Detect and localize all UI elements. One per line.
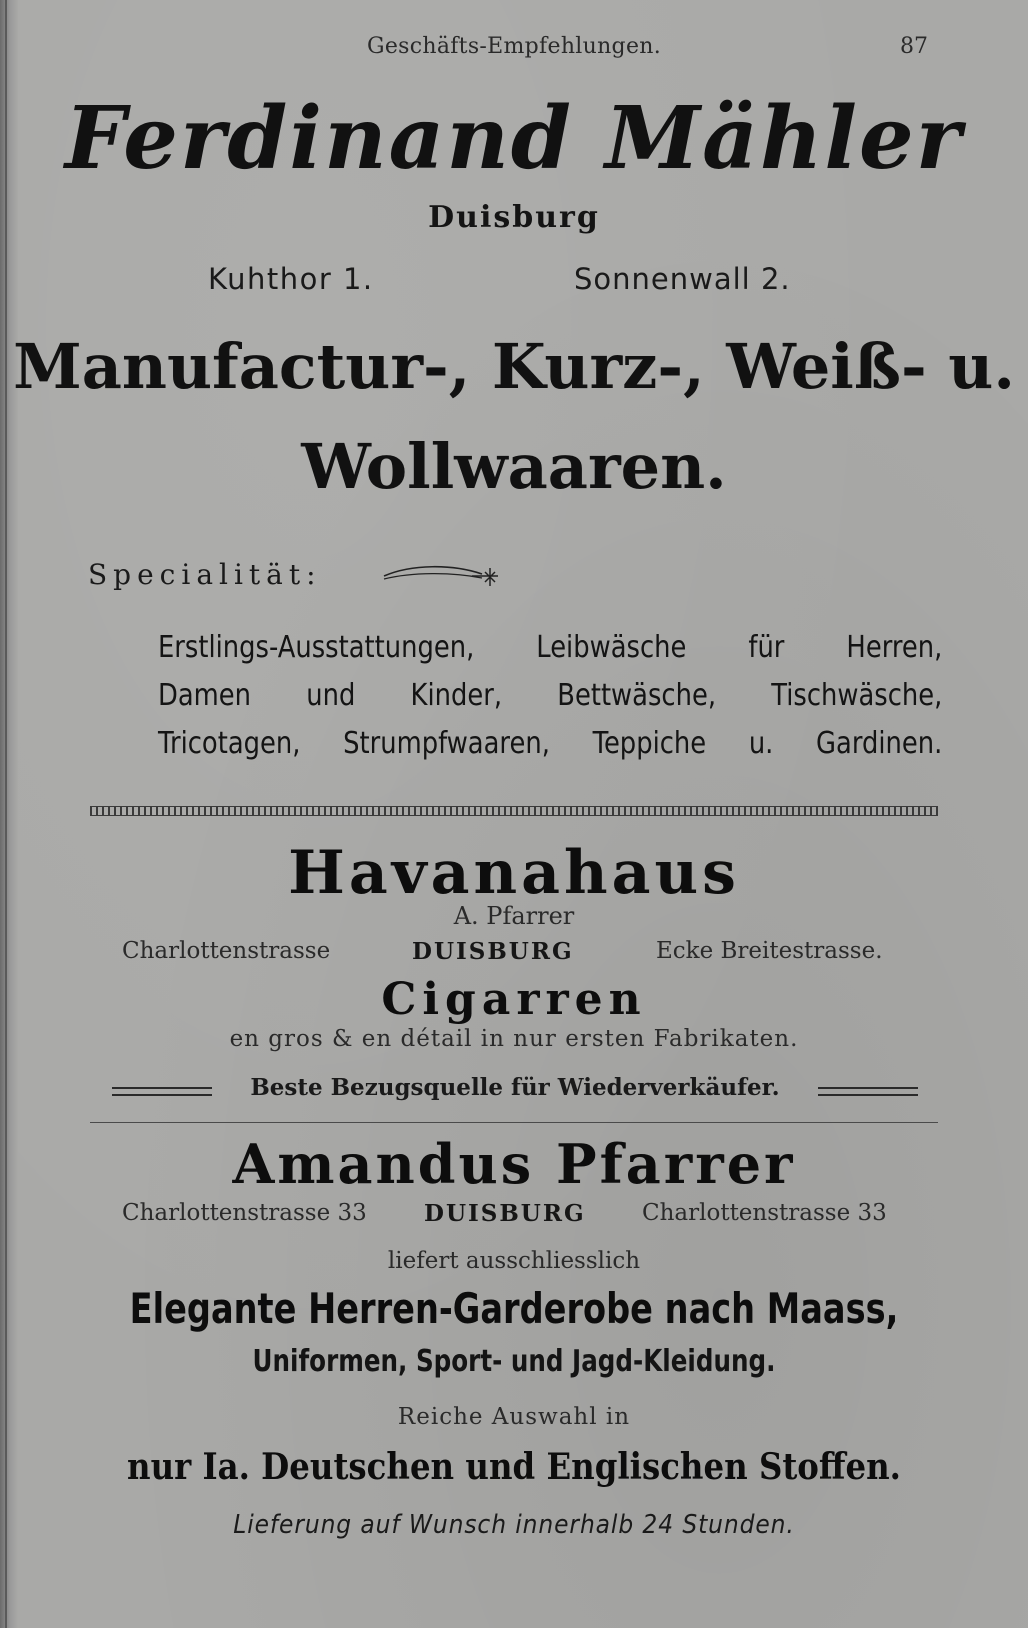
reseller-note: Beste Bezugsquelle für Wiederverkäufer. bbox=[250, 1074, 780, 1101]
specialty-label: Specialität: bbox=[88, 558, 322, 591]
firm-name: Amandus Pfarrer bbox=[232, 1132, 796, 1196]
dotted-divider bbox=[90, 806, 938, 816]
firm-name: Ferdinand Mähler bbox=[64, 88, 964, 189]
address-left: Kuhthor 1. bbox=[208, 262, 374, 296]
firm-name: Havanahaus bbox=[288, 838, 740, 908]
product-heading: Cigarren bbox=[381, 974, 647, 1025]
fabrics-line: nur Ia. Deutschen und Englischen Stoffen. bbox=[127, 1446, 901, 1488]
delivery-line: Lieferung auf Wunsch innerhalb 24 Stunden. bbox=[233, 1510, 795, 1540]
subheadline: Uniformen, Sport- und Jagd-Kleidung. bbox=[252, 1344, 776, 1379]
address-right: Ecke Breitestrasse. bbox=[656, 938, 883, 964]
specialty-line: Erstlings-Ausstattungen, Leibwäsche für Herren, bbox=[158, 630, 943, 665]
selection-line: Reiche Auswahl in bbox=[397, 1404, 631, 1430]
page-binding-edge bbox=[0, 0, 18, 1628]
double-rule-left bbox=[112, 1087, 212, 1096]
specialty-line: Tricotagen, Strumpfwaaren, Teppiche u. Gardinen. bbox=[158, 726, 943, 761]
firm-city: DUISBURG bbox=[424, 1200, 586, 1227]
flourish-ornament-icon bbox=[382, 560, 512, 590]
address-right: Sonnenwall 2. bbox=[574, 262, 791, 296]
double-rule-right bbox=[818, 1087, 918, 1096]
headline: Elegante Herren-Garderobe nach Maass, bbox=[129, 1284, 899, 1333]
page-edge-line bbox=[5, 0, 7, 1628]
firm-city: DUISBURG bbox=[412, 938, 574, 965]
running-head: Geschäfts-Empfehlungen. bbox=[366, 34, 662, 59]
address-left: Charlottenstrasse bbox=[122, 938, 331, 964]
intro-line: liefert ausschliesslich bbox=[387, 1248, 641, 1274]
firm-owner: A. Pfarrer bbox=[453, 902, 575, 930]
address-right: Charlottenstrasse 33 bbox=[642, 1200, 887, 1226]
goods-line-1: Manufactur-, Kurz-, Weiß- u. bbox=[13, 330, 1015, 403]
specialty-line: Damen und Kinder, Bettwäsche, Tischwäsche, bbox=[158, 678, 943, 713]
note-row bbox=[112, 1074, 918, 1108]
tagline: en gros & en détail in nur ersten Fabrikaten. bbox=[229, 1026, 799, 1052]
page-number: 87 bbox=[900, 34, 928, 59]
goods-line-2: Wollwaaren. bbox=[301, 430, 727, 503]
address-left: Charlottenstrasse 33 bbox=[122, 1200, 367, 1226]
thin-divider bbox=[90, 1122, 938, 1123]
firm-city: Duisburg bbox=[428, 200, 600, 235]
